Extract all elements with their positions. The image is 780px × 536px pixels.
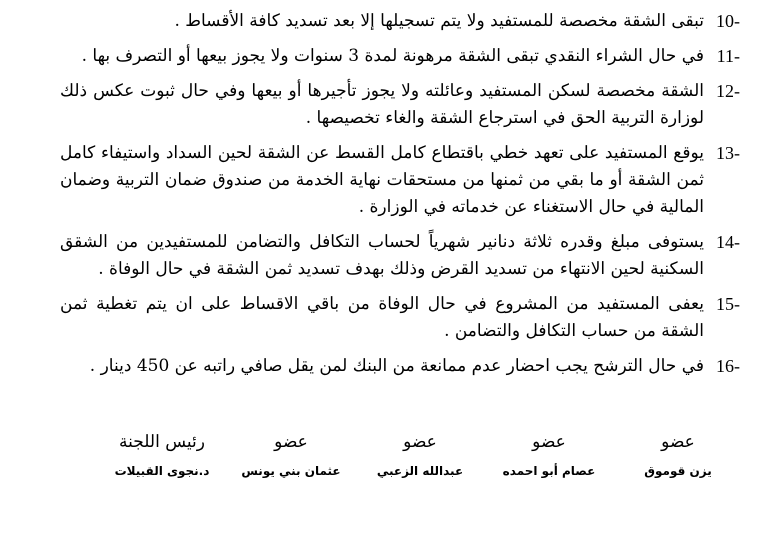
clause-text: في حال الترشح يجب احضار عدم ممانعة من البنك لمن يقل صافي راتبه عن 450 دينار . [89, 356, 704, 376]
clause-text: في حال الشراء النقدي تبقى الشقة مرهونة لمدة 3 سنوات ولا يجوز بيعها أو التصرف بها . [81, 46, 704, 66]
signatory-name: يزن قوموق [644, 464, 712, 478]
signature-block [110, 430, 730, 478]
signatory-title: عضو [661, 432, 695, 452]
clause-15 [60, 291, 740, 345]
clause-text: يعفى المستفيد من المشروع في حال الوفاة من باقي الاقساط على ان يتم تغطية ثمن الشقة من حساب التكافل والتضامن . [60, 294, 704, 341]
signatory-title: عضو [532, 432, 566, 452]
clause-number: 11- [716, 46, 740, 66]
clause-number: 13- [716, 143, 740, 163]
clause-number: 16- [716, 356, 740, 376]
signatory-name: عصام أبو احمده [502, 464, 596, 478]
clause-12 [60, 78, 740, 132]
signatory-member-4 [239, 430, 343, 478]
clause-16 [60, 353, 740, 380]
signatory-member-1 [626, 430, 730, 478]
signatory-name: عثمان بني يونس [241, 464, 341, 478]
signatory-member-3 [368, 430, 472, 478]
signatory-name: د.نجوى القبيلات [114, 464, 210, 478]
signatory-title: عضو [403, 432, 437, 452]
clause-number: 15- [716, 294, 740, 314]
clause-14 [60, 229, 740, 283]
signatory-chair [110, 430, 214, 478]
signatory-title: رئيس اللجنة [119, 432, 205, 452]
signatory-member-2 [497, 430, 601, 478]
clause-text: تبقى الشقة مخصصة للمستفيد ولا يتم تسجيلها إلا بعد تسديد كافة الأقساط . [174, 11, 704, 31]
clause-11 [60, 43, 740, 70]
signatory-title: عضو [274, 432, 308, 452]
clause-10 [60, 8, 740, 35]
clause-text: يوقع المستفيد على تعهد خطي باقتطاع كامل القسط عن الشقة لحين السداد واستيفاء كامل ثمن الشقة أو ما بقي من ثمنها من مستحقات نهاية الخدمة من صندوق ضمان التربية وضمان المالية في حال الاستغناء عن خدماته في الوزارة . [60, 143, 704, 217]
signatory-name: عبدالله الزعبي [376, 464, 464, 478]
clause-13 [60, 140, 740, 221]
clause-number: 10- [716, 11, 740, 31]
clause-number: 14- [716, 232, 740, 252]
clause-number: 12- [716, 81, 740, 101]
clause-text: يستوفى مبلغ وقدره ثلاثة دنانير شهرياً لحساب التكافل والتضامن للمستفيدين من الشقق السكنية لحين الانتهاء من تسديد القرض وذلك بهدف تسديد ثمن الشقة في حال الوفاة . [60, 232, 704, 279]
clause-text: الشقة مخصصة لسكن المستفيد وعائلته ولا يجوز تأجيرها أو بيعها وفي حال ثبوت عكس ذلك لوزارة التربية الحق في استرجاع الشقة والغاء تخصيصها . [60, 81, 704, 128]
clauses-list [60, 8, 740, 388]
